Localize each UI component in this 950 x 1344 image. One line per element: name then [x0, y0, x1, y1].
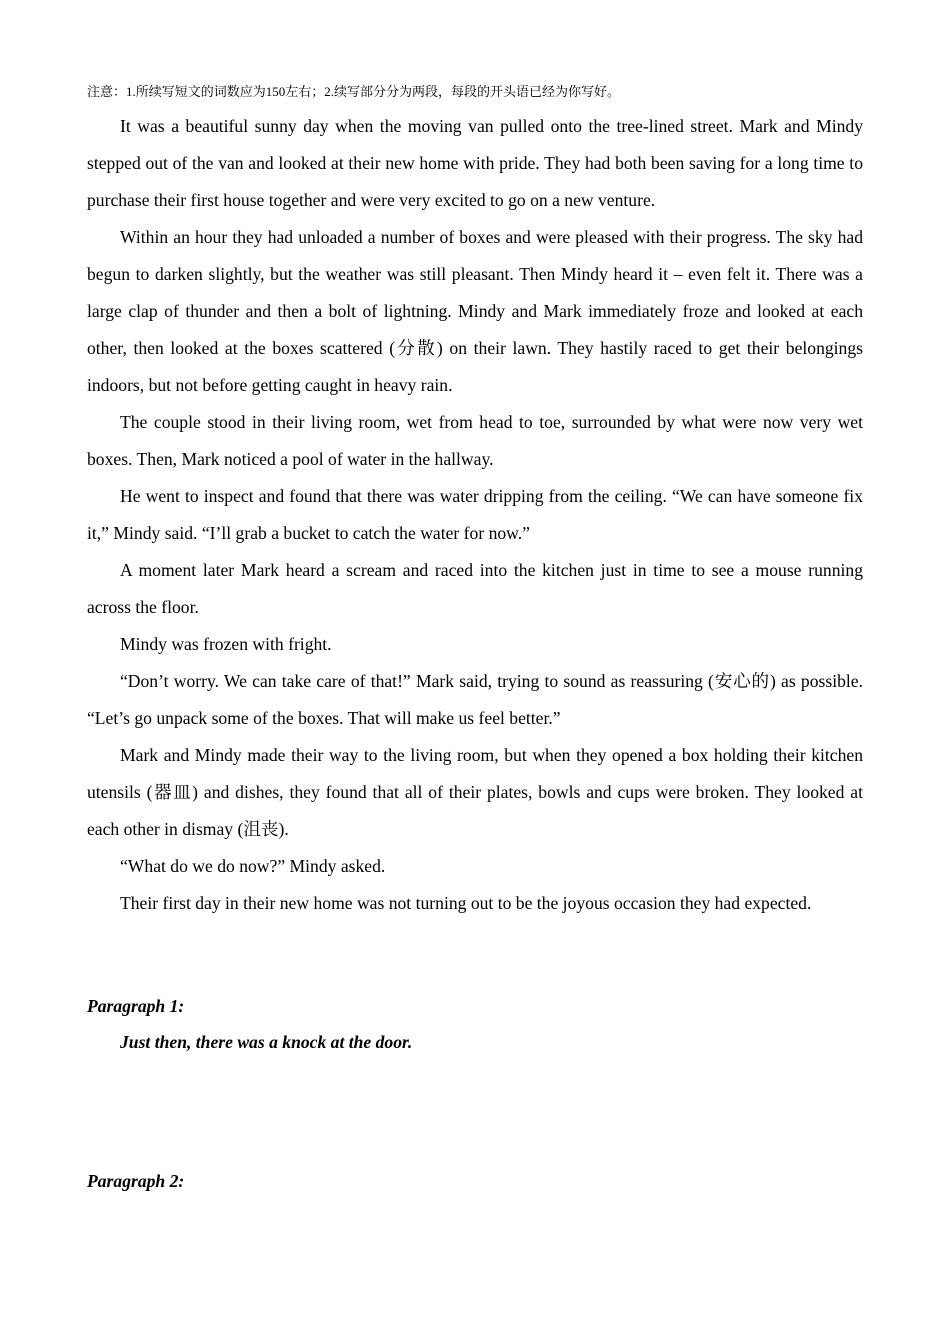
- paragraph-1-heading: Paragraph 1:: [87, 996, 185, 1016]
- paragraph-1-opener: Just then, there was a knock at the door.: [120, 1032, 413, 1052]
- story-passage: [87, 108, 863, 922]
- story-paragraph-10: Their first day in their new home was not turning out to be the joyous occasion they had expected.: [120, 893, 812, 913]
- story-paragraph-5: A moment later Mark heard a scream and raced into the kitchen just in time to see a mouse running across the floor.: [87, 560, 863, 617]
- story-paragraph-4: He went to inspect and found that there was water dripping from the ceiling. “We can have someone fix it,” Mindy said. “I’ll grab a bucket to catch the water for now.”: [87, 486, 863, 543]
- story-paragraph-8: Mark and Mindy made their way to the living room, but when they opened a box holding their kitchen utensils (器皿) and dishes, they found that all of their plates, bowls and cups were broken. They looked at each other in dismay (沮丧).: [87, 745, 863, 839]
- story-paragraph-9: “What do we do now?” Mindy asked.: [120, 856, 386, 876]
- story-paragraph-3: The couple stood in their living room, wet from head to toe, surrounded by what were now very wet boxes. Then, Mark noticed a pool of water in the hallway.: [87, 412, 863, 469]
- story-paragraph-6: Mindy was frozen with fright.: [120, 634, 332, 654]
- instructions-note: 注意：1.所续写短文的词数应为150左右；2.续写部分分为两段，每段的开头语已经为你写好。: [87, 84, 621, 99]
- paragraph-2-heading: Paragraph 2:: [87, 1171, 185, 1191]
- story-paragraph-7: “Don’t worry. We can take care of that!” Mark said, trying to sound as reassuring (安心的) as possible. “Let’s go unpack some of the boxes. That will make us feel better.”: [87, 671, 863, 728]
- story-paragraph-1: It was a beautiful sunny day when the moving van pulled onto the tree-lined street. Mark and Mindy stepped out of the van and looked at their new home with pride. They had both been saving for a long time to purchase their first house together and were very excited to go on a new venture.: [87, 116, 863, 210]
- story-paragraph-2: Within an hour they had unloaded a number of boxes and were pleased with their progress. The sky had begun to darken slightly, but the weather was still pleasant. Then Mindy heard it – even felt it. There was a large clap of thunder and then a bolt of lightning. Mindy and Mark immediately froze and looked at each other, then looked at the boxes scattered (分散) on their lawn. They hastily raced to get their belongings indoors, but not before getting caught in heavy rain.: [87, 227, 863, 395]
